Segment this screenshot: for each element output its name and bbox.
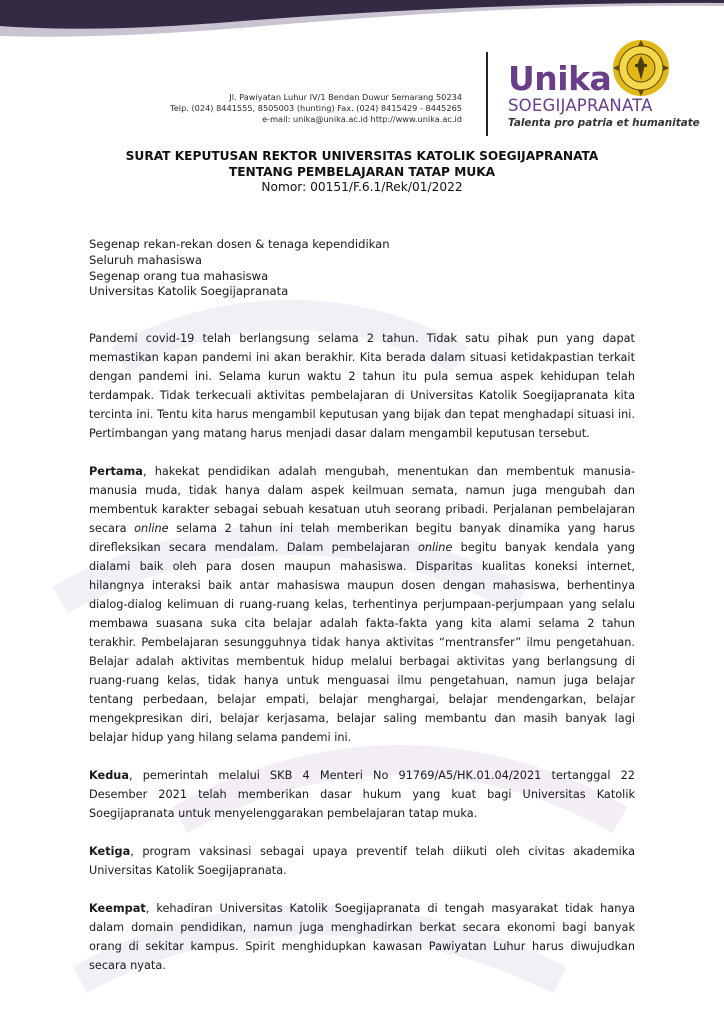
university-seal-icon bbox=[611, 38, 671, 98]
address-block bbox=[62, 92, 462, 126]
recipient-line: Seluruh mahasiswa bbox=[89, 252, 202, 267]
letter-title bbox=[0, 149, 724, 196]
paragraph-text: , program vaksinasi sebagai upaya preventif telah diikuti oleh civitas akademika Universitas Katolik Soegijapranata. bbox=[89, 845, 635, 877]
phone-fax-line: Telp. (024) 8441555, 8505003 (hunting) Fax. (024) 8415429 - 8445265 bbox=[170, 103, 462, 114]
paragraph-text: , kehadiran Universitas Katolik Soegijapranata di tengah masyarakat tidak hanya dalam domain pendidikan, namun juga menghadirkan berkat secara ekonomi bagi banyak orang di sekitar kampus. Spirit menghidupkan kawasan Pawiyatan Luhur harus diwujudkan secara nyata. bbox=[89, 902, 635, 972]
paragraph-lead: Pertama bbox=[89, 465, 143, 478]
paragraph-kedua bbox=[89, 766, 635, 823]
logo-name: Unika bbox=[508, 59, 612, 98]
paragraph-lead: Kedua bbox=[89, 769, 129, 782]
paragraph-lead: Ketiga bbox=[89, 845, 131, 858]
paragraph-text: begitu banyak kendala yang dialami baik oleh para dosen maupun mahasiswa. Disparitas kualitas koneksi internet, hilangnya interaksi baik antar mahasiswa maupun dosen dengan mahasiswa, berhentinya dialog-dialog kelimuan di ruang-ruang kelas, terhentinya perjumpaan-perjumpaan yang selalu membawa suasana suka cita belajar adalah fakta-fakta yang kita alami selama 2 tahun terakhir. Pembelajaran sesungguhnya tidak hanya aktivitas “mentransfer” ilmu pengetahuan. Belajar adalah aktivitas membentuk hidup melalui berbagai aktivitas yang berlangsung di ruang-ruang kelas, tidak hanya untuk menguasai ilmu pengetahuan, namun juga belajar tentang perbedaan, belajar empati, belajar menghargai, belajar mendengarkan, belajar mengekpresikan diri, belajar kerjasama, belajar saling membantu dan masih banyak lagi belajar hidup yang hilang selama pandemi ini. bbox=[89, 541, 635, 744]
paragraph-text: selama 2 tahun ini telah memberikan begitu banyak dinamika yang harus direfleksikan secara mendalam. Dalam pembelajaran bbox=[89, 522, 636, 554]
letter-body bbox=[89, 329, 635, 975]
logo-subname: SOEGIJAPRANATA bbox=[508, 96, 653, 115]
title-line-1: SURAT KEPUTUSAN REKTOR UNIVERSITAS KATOLIK SOEGIJAPRANATA bbox=[125, 149, 599, 163]
recipient-line: Segenap rekan-rekan dosen & tenaga kependidikan bbox=[89, 237, 390, 251]
logo-tagline: Talenta pro patria et humanitate bbox=[508, 117, 700, 129]
email-web-line: e-mail: unika@unika.ac.id http://www.unika.ac.id bbox=[262, 114, 462, 125]
paragraph-pertama bbox=[89, 462, 635, 747]
paragraph-keempat bbox=[89, 899, 635, 975]
emphasis-text: online bbox=[134, 522, 169, 535]
recipient-line: Segenap orang tua mahasiswa bbox=[89, 268, 269, 283]
recipient-line: Universitas Katolik Soegijapranata bbox=[89, 284, 289, 299]
paragraph-ketiga bbox=[89, 842, 635, 880]
title-line-2: TENTANG PEMBELAJARAN TATAP MUKA bbox=[228, 164, 496, 179]
paragraph-text: , hakekat pendidikan adalah mengubah, menentukan dan membentuk manusia-manusia muda, tidak hanya dalam aspek keilmuan semata, namun juga mengubah dan membentuk karakter sebagai sebuah kesatuan utuh seorang pribadi. Perjalanan pembelajaran secara bbox=[89, 465, 635, 535]
header-divider bbox=[486, 52, 488, 136]
paragraph-lead: Keempat bbox=[89, 902, 146, 915]
emphasis-text: online bbox=[417, 541, 453, 554]
decree-number: Nomor: 00151/F.6.1/Rek/01/2022 bbox=[261, 180, 463, 194]
paragraph-text: , pemerintah melalui SKB 4 Menteri No 91769/A5/HK.01.04/2021 tertanggal 22 Desember 2021 telah memberikan dasar hukum yang kuat bagi Universitas Katolik Soegijapranata untuk menyelenggarakan pembelajaran tatap muka. bbox=[89, 769, 635, 820]
recipients-block bbox=[89, 237, 390, 300]
address-line: Jl. Pawiyatan Luhur IV/1 Bendan Duwur Semarang 50234 bbox=[229, 92, 462, 102]
paragraph-intro: Pandemi covid-19 telah berlangsung selama 2 tahun. Tidak satu pihak pun yang dapat memastikan kapan pandemi ini akan berakhir. Kita berada dalam situasi ketidakpastian terkait dengan pandemi ini. Selama kurun waktu 2 tahun itu pula semua aspek kehidupan telah terdampak. Tidak terkecuali aktivitas pembelajaran di Universitas Katolik Soegijapranata kita tercinta ini. Tentu kita harus mengambil keputusan yang bijak dan tepat menghadapi situasi ini. Pertimbangan yang matang harus menjadi dasar dalam mengambil keputusan tersebut. bbox=[89, 332, 635, 440]
